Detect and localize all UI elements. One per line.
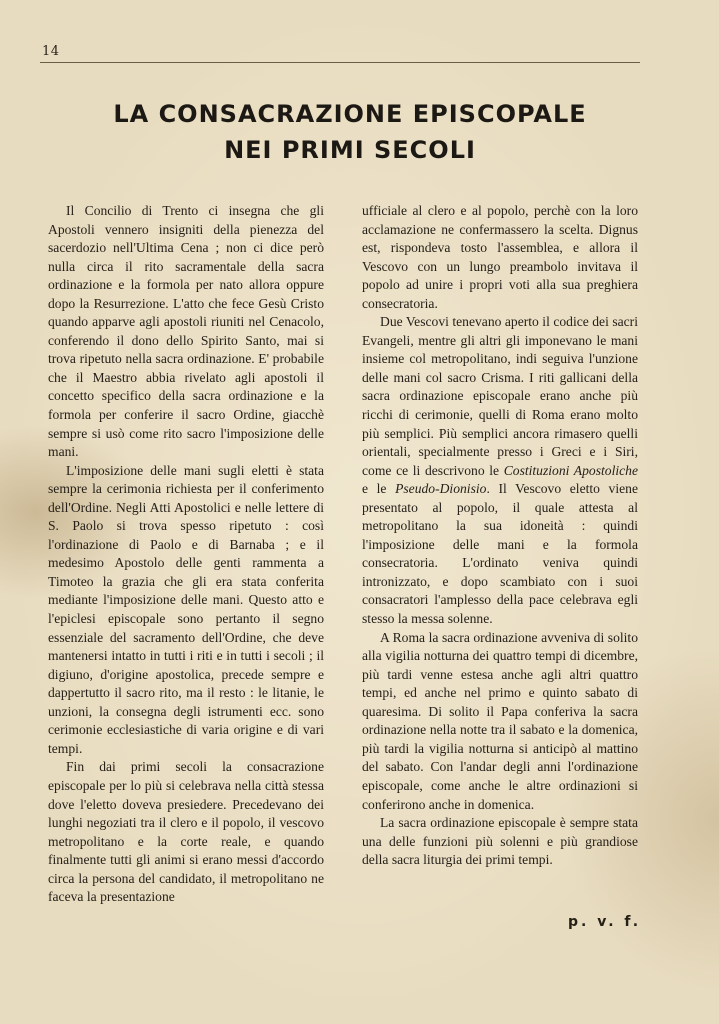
page-number: 14 (42, 44, 60, 59)
text-run: Due Vescovi tenevano aperto il codice dei sacri Evangeli, mentre gli altri gli imponevano le mani insieme col metropolitano, indi seguiva l'unzione delle mani col sacro Crisma. I riti gallicani della sacra ordinazione episcopale erano anche più ricchi di cerimonie, quelli di Roma erano molto più semplici. Più semplici ancora rimasero quelli orientali, specialmente presso i Greci e i Siri, come ce li descrivono le (362, 314, 638, 478)
italic-title: Costituzioni Apostoliche (503, 462, 638, 478)
article-title (60, 96, 640, 168)
paragraph: Il Concilio di Trento ci insegna che gli Apostoli vennero insigniti della pienezza del sacerdozio nell'Ultima Cena ; non ci dice però nulla circa il rito sacramentale della sacra ordinazione e la formola per nato allora oppure dopo la Resurrezione. L'atto che fece Gesù Cristo quando apparve agli apostoli riuniti nel Cenacolo, conferendo il dono dello Spirito Santo, mai si trova ripetuto nella sacra ordinazione. E' probabile che il Maestro abbia rivelato agli apostoli il concetto specifico della sacra ordinazione e la formola per conferire il sacro Ordine, giacchè sempre si usò come rito sacro l'imposizione delle mani. (48, 203, 324, 460)
paragraph: L'imposizione delle mani sugli eletti è stata sempre la cerimonia richiesta per il conferimento dell'Ordine. Negli Atti Apostolici e nelle lettere di S. Paolo si trova spesso ripetuto : così l'ordinazione di Paolo e di Barnaba ; e il medesimo Apostolo delle genti rammenta a Timoteo la grazia che gli era stata conferita mediante l'imposizione delle mani. Questo atto e l'epiclesi episcopale sono pertanto il segno essenziale del sacramento dell'Ordine, che deve mantenersi intatto in tutti i riti e in tutti i secoli ; il digiuno, d'origine apostolica, precede sempre e dappertutto il sacro rito, ma il resto : le litanie, le unzioni, la consegna degli istrumenti ecc. sono cerimonie ecclesiastiche di varia origine e di vari tempi. (48, 462, 324, 756)
title-line-2: NEI PRIMI SECOLI (224, 136, 476, 164)
text-run: . Il Vescovo eletto viene presentato al popolo, il quale attesta al metropolitano la sua idoneità : quindi l'imposizione delle mani e la formola consecratoria. L'ordinato veniva quindi intronizzato, e dopo scambiato con i suoi consacratori l'amplesso della pace celebrava egli stesso la messa solenne. (362, 481, 638, 627)
title-line-1: LA CONSACRAZIONE EPISCOPALE (113, 100, 587, 128)
paragraph: Fin dai primi secoli la consacrazione episcopale per lo più si celebrava nella città stessa dove l'eletto doveva presiedere. Precedevano dei lunghi negoziati tra il clero e il popolo, il vescovo metropolitano e la corte reale, e quando finalmente tutti gli animi si erano messi d'accordo circa la persona del candidato, il metropolitano ne faceva la presentazione (48, 759, 324, 905)
header-rule (40, 62, 640, 63)
italic-title: Pseudo-Dionisio (395, 481, 487, 497)
right-column (362, 202, 638, 870)
text-run: e le (362, 481, 387, 497)
left-column (48, 202, 324, 907)
paragraph: A Roma la sacra ordinazione avveniva di solito alla vigilia notturna dei quattro tempi di dicembre, più tardi venne estesa anche agli altri quattro tempi, ed anche nel primo e quinto sabato di quaresima. Di solito il Papa conferiva la sacra ordinazione nella notte tra il sabato e la domenica, più tardi la vigilia notturna si anticipò al mattino del sabato. Con l'andar degli anni l'ordinazione episcopale, come anche le altre ordinazioni si conferirono anche in domenica. (362, 629, 638, 812)
author-signature: p. v. f. (568, 914, 642, 930)
paragraph (362, 313, 638, 628)
paragraph: La sacra ordinazione episcopale è sempre stata una delle funzioni più solenni e più grandiose della sacra liturgia dei primi tempi. (362, 815, 638, 868)
paragraph-continued: ufficiale al clero e al popolo, perchè con la loro acclamazione ne confermassero la scelta. Dignus est, rispondeva tosto l'assemblea, e allora il Vescovo con un lungo preambolo invitava il popolo ad unire i propri voti alla sua preghiera consecratoria. (362, 203, 638, 311)
